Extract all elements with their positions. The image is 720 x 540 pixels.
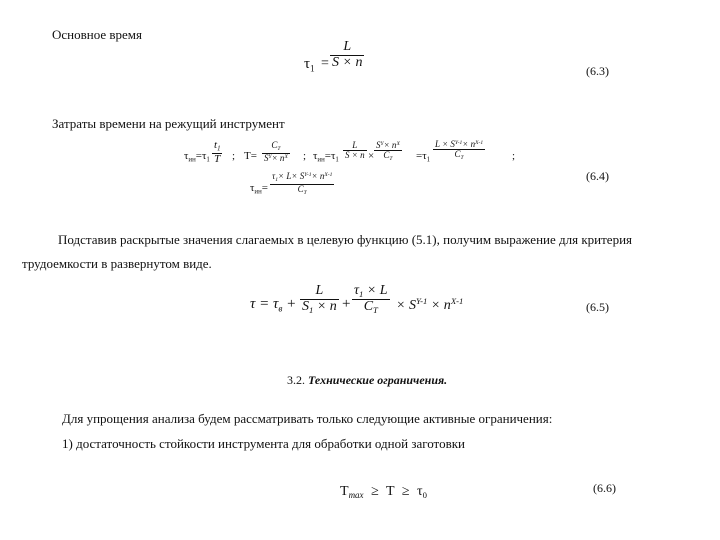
- f6-lhs: $\tau_{ин}=$: [250, 182, 268, 196]
- constraints-line-2: 1) достаточность стойкости инструмента для обработки одной заготовки: [62, 436, 465, 451]
- formula-6-3-fraction: $\frac{L}{S \times n}$: [332, 39, 363, 70]
- f2-lhs: T=: [244, 150, 257, 162]
- paragraph-line-2: трудоемкости в развернутом виде.: [22, 256, 212, 271]
- equation-number-6-4: (6.4): [586, 169, 609, 183]
- f5-sep: ;: [512, 150, 516, 162]
- f6-fraction: $\frac{\tau_1\times L\times S^{Y-1}\times n^{X-1}}{C_T}$: [272, 171, 333, 196]
- section-heading: [287, 373, 447, 388]
- equation-number-6-6: (6.6): [593, 481, 616, 495]
- f2-fraction: $\frac{C_T}{S^Y\times n^X}$: [264, 140, 288, 163]
- f65-fraction-2: $\frac{\tau_1 \times L}{C_T}$: [354, 283, 388, 316]
- f65-fraction-1: $\frac{L}{S_1 \times n}$: [302, 283, 337, 315]
- f65-plus-2: +: [342, 296, 351, 312]
- f2-sep: ;: [303, 150, 307, 162]
- tool-cost-label: Затраты времени на режущий инструмент: [52, 116, 285, 131]
- f3-sep: ×: [368, 150, 375, 162]
- equation-number-6-3: (6.3): [586, 64, 609, 78]
- equation-number-6-5: (6.5): [586, 300, 609, 314]
- f3-lhs: $\tau_{ин}=\tau_1$: [313, 150, 339, 164]
- section-number: 3.2.: [287, 373, 305, 387]
- f5-fraction: $\frac{L \times S^{Y-1}\times n^{X-1}}{C_T}$: [435, 139, 484, 162]
- f4-fraction: $\frac{S^Y\times n^X}{C_T}$: [376, 140, 400, 163]
- intro-label: Основное время: [52, 27, 143, 42]
- formula-6-3-eq: =: [321, 56, 329, 71]
- f1-fraction: $\frac{t_1}{T}$: [214, 139, 221, 165]
- formula-6-6: $T_{max} \ge T \ge \tau_0$: [340, 484, 427, 501]
- section-title: Технические ограничения.: [308, 373, 448, 387]
- paragraph-line-1: Подставив раскрытые значения слагаемых в целевую функцию (5.1), получим выражение для критерия: [58, 232, 632, 247]
- f65-lhs: $\tau = \tau_в$ +: [250, 296, 297, 315]
- formula-6-3-lhs: $\tau_1$: [304, 56, 315, 75]
- f4-eq: $=\tau_1$: [416, 150, 431, 164]
- f65-multipliers: × $S^{Y-1} \times n^{X-1}$: [396, 296, 464, 313]
- f1-sep: ;: [232, 150, 236, 162]
- f1-lhs: $\tau_{ин}=\tau_1$: [184, 150, 210, 164]
- constraints-line-1: Для упрощения анализа будем рассматривать только следующие активные ограничения:: [62, 411, 553, 426]
- f3-fraction: $\frac{L}{S \times n}$: [345, 140, 365, 161]
